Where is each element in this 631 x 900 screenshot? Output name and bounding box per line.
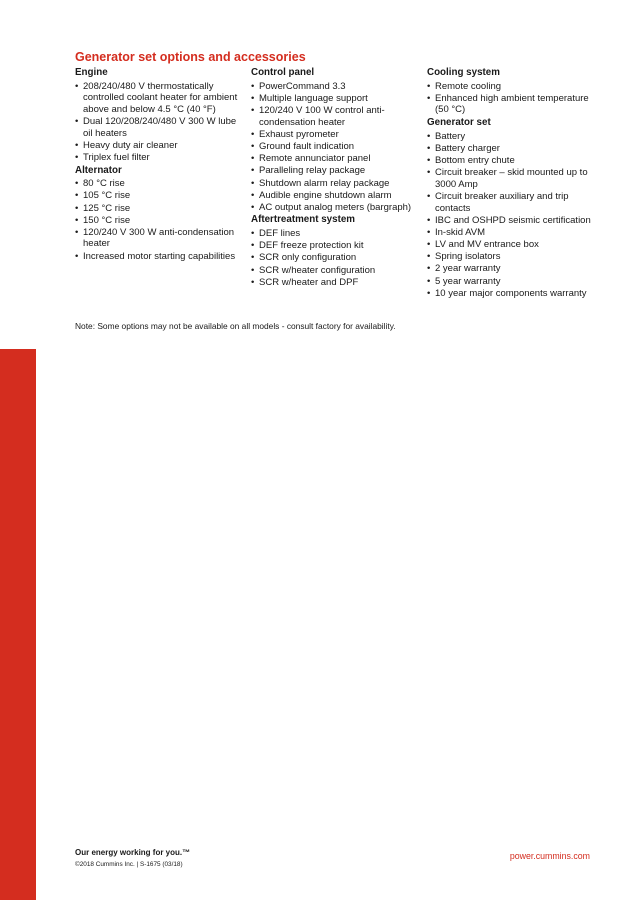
list-item: • PowerCommand 3.3 — [251, 81, 423, 93]
options-column-2 — [251, 67, 423, 289]
options-column-3 — [427, 67, 599, 300]
list-item: • Remote cooling — [427, 81, 599, 93]
section-heading: Engine — [75, 67, 108, 78]
list-item: • Shutdown alarm relay package — [251, 178, 423, 190]
list-item: • 120/240 V 100 W control anti-condensation heater — [251, 105, 423, 128]
section-heading: Generator set — [427, 116, 491, 128]
list-item: • Ground fault indication — [251, 141, 423, 153]
red-side-bar — [0, 349, 36, 900]
options-section — [427, 117, 599, 299]
list-item: • Paralleling relay package — [251, 165, 423, 177]
list-item: • Heavy duty air cleaner — [75, 140, 247, 152]
options-section — [251, 67, 423, 213]
list-item: • SCR w/heater and DPF — [251, 277, 423, 289]
list-item: • 10 year major components warranty — [427, 288, 599, 300]
list-item: • Battery charger — [427, 143, 599, 155]
list-item: • Bottom entry chute — [427, 155, 599, 167]
section-heading: Alternator — [75, 164, 122, 176]
section-heading: Cooling system — [427, 67, 500, 78]
options-column-1 — [75, 67, 247, 263]
list-item: • Dual 120/208/240/480 V 300 W lube oil heaters — [75, 116, 247, 139]
footer-copyright: ©2018 Cummins Inc. | S-1675 (03/18) — [75, 861, 183, 868]
list-item: • IBC and OSHPD seismic certification — [427, 215, 599, 227]
section-heading: Aftertreatment system — [251, 214, 355, 226]
list-item: • Remote annunciator panel — [251, 153, 423, 165]
list-item: • Triplex fuel filter — [75, 152, 247, 164]
list-item: • Circuit breaker auxiliary and trip contacts — [427, 191, 599, 214]
page-title: Generator set options and accessories — [75, 50, 306, 64]
list-item: • DEF lines — [251, 228, 423, 240]
list-item: • Audible engine shutdown alarm — [251, 190, 423, 202]
list-item: • 80 °C rise — [75, 178, 247, 190]
footer-website-link[interactable]: power.cummins.com — [509, 851, 590, 861]
list-item: • AC output analog meters (bargraph) — [251, 202, 423, 214]
list-item: • 5 year warranty — [427, 276, 599, 288]
options-list — [427, 131, 599, 300]
section-heading: Control panel — [251, 67, 315, 78]
list-item: • 150 °C rise — [75, 215, 247, 227]
options-section — [75, 165, 247, 263]
options-section — [251, 214, 423, 288]
list-item: • Circuit breaker – skid mounted up to 3000 Amp — [427, 167, 599, 190]
list-item: • 2 year warranty — [427, 263, 599, 275]
options-list — [75, 178, 247, 262]
list-item: • DEF freeze protection kit — [251, 240, 423, 252]
options-section — [427, 67, 599, 116]
list-item: • Battery — [427, 131, 599, 143]
list-item: • Enhanced high ambient temperature (50 °C) — [427, 93, 599, 116]
list-item: • 208/240/480 V thermostatically controlled coolant heater for ambient above and below 4.5 °C (40 °F) — [75, 81, 247, 116]
availability-note: Note: Some options may not be available on all models - consult factory for availability. — [75, 321, 396, 331]
list-item: • SCR only configuration — [251, 252, 423, 264]
options-list — [251, 228, 423, 288]
list-item: • 125 °C rise — [75, 203, 247, 215]
list-item: • SCR w/heater configuration — [251, 265, 423, 277]
list-item: • LV and MV entrance box — [427, 239, 599, 251]
footer-tagline: Our energy working for you.™ — [75, 848, 191, 857]
list-item: • Spring isolators — [427, 251, 599, 263]
options-list — [427, 81, 599, 116]
list-item: • Multiple language support — [251, 93, 423, 105]
list-item: • 105 °C rise — [75, 190, 247, 202]
list-item: • 120/240 V 300 W anti-condensation heater — [75, 227, 247, 250]
options-list — [251, 81, 423, 214]
options-section — [75, 67, 247, 164]
list-item: • Exhaust pyrometer — [251, 129, 423, 141]
list-item: • In-skid AVM — [427, 227, 599, 239]
options-list — [75, 81, 247, 164]
list-item: • Increased motor starting capabilities — [75, 251, 247, 263]
